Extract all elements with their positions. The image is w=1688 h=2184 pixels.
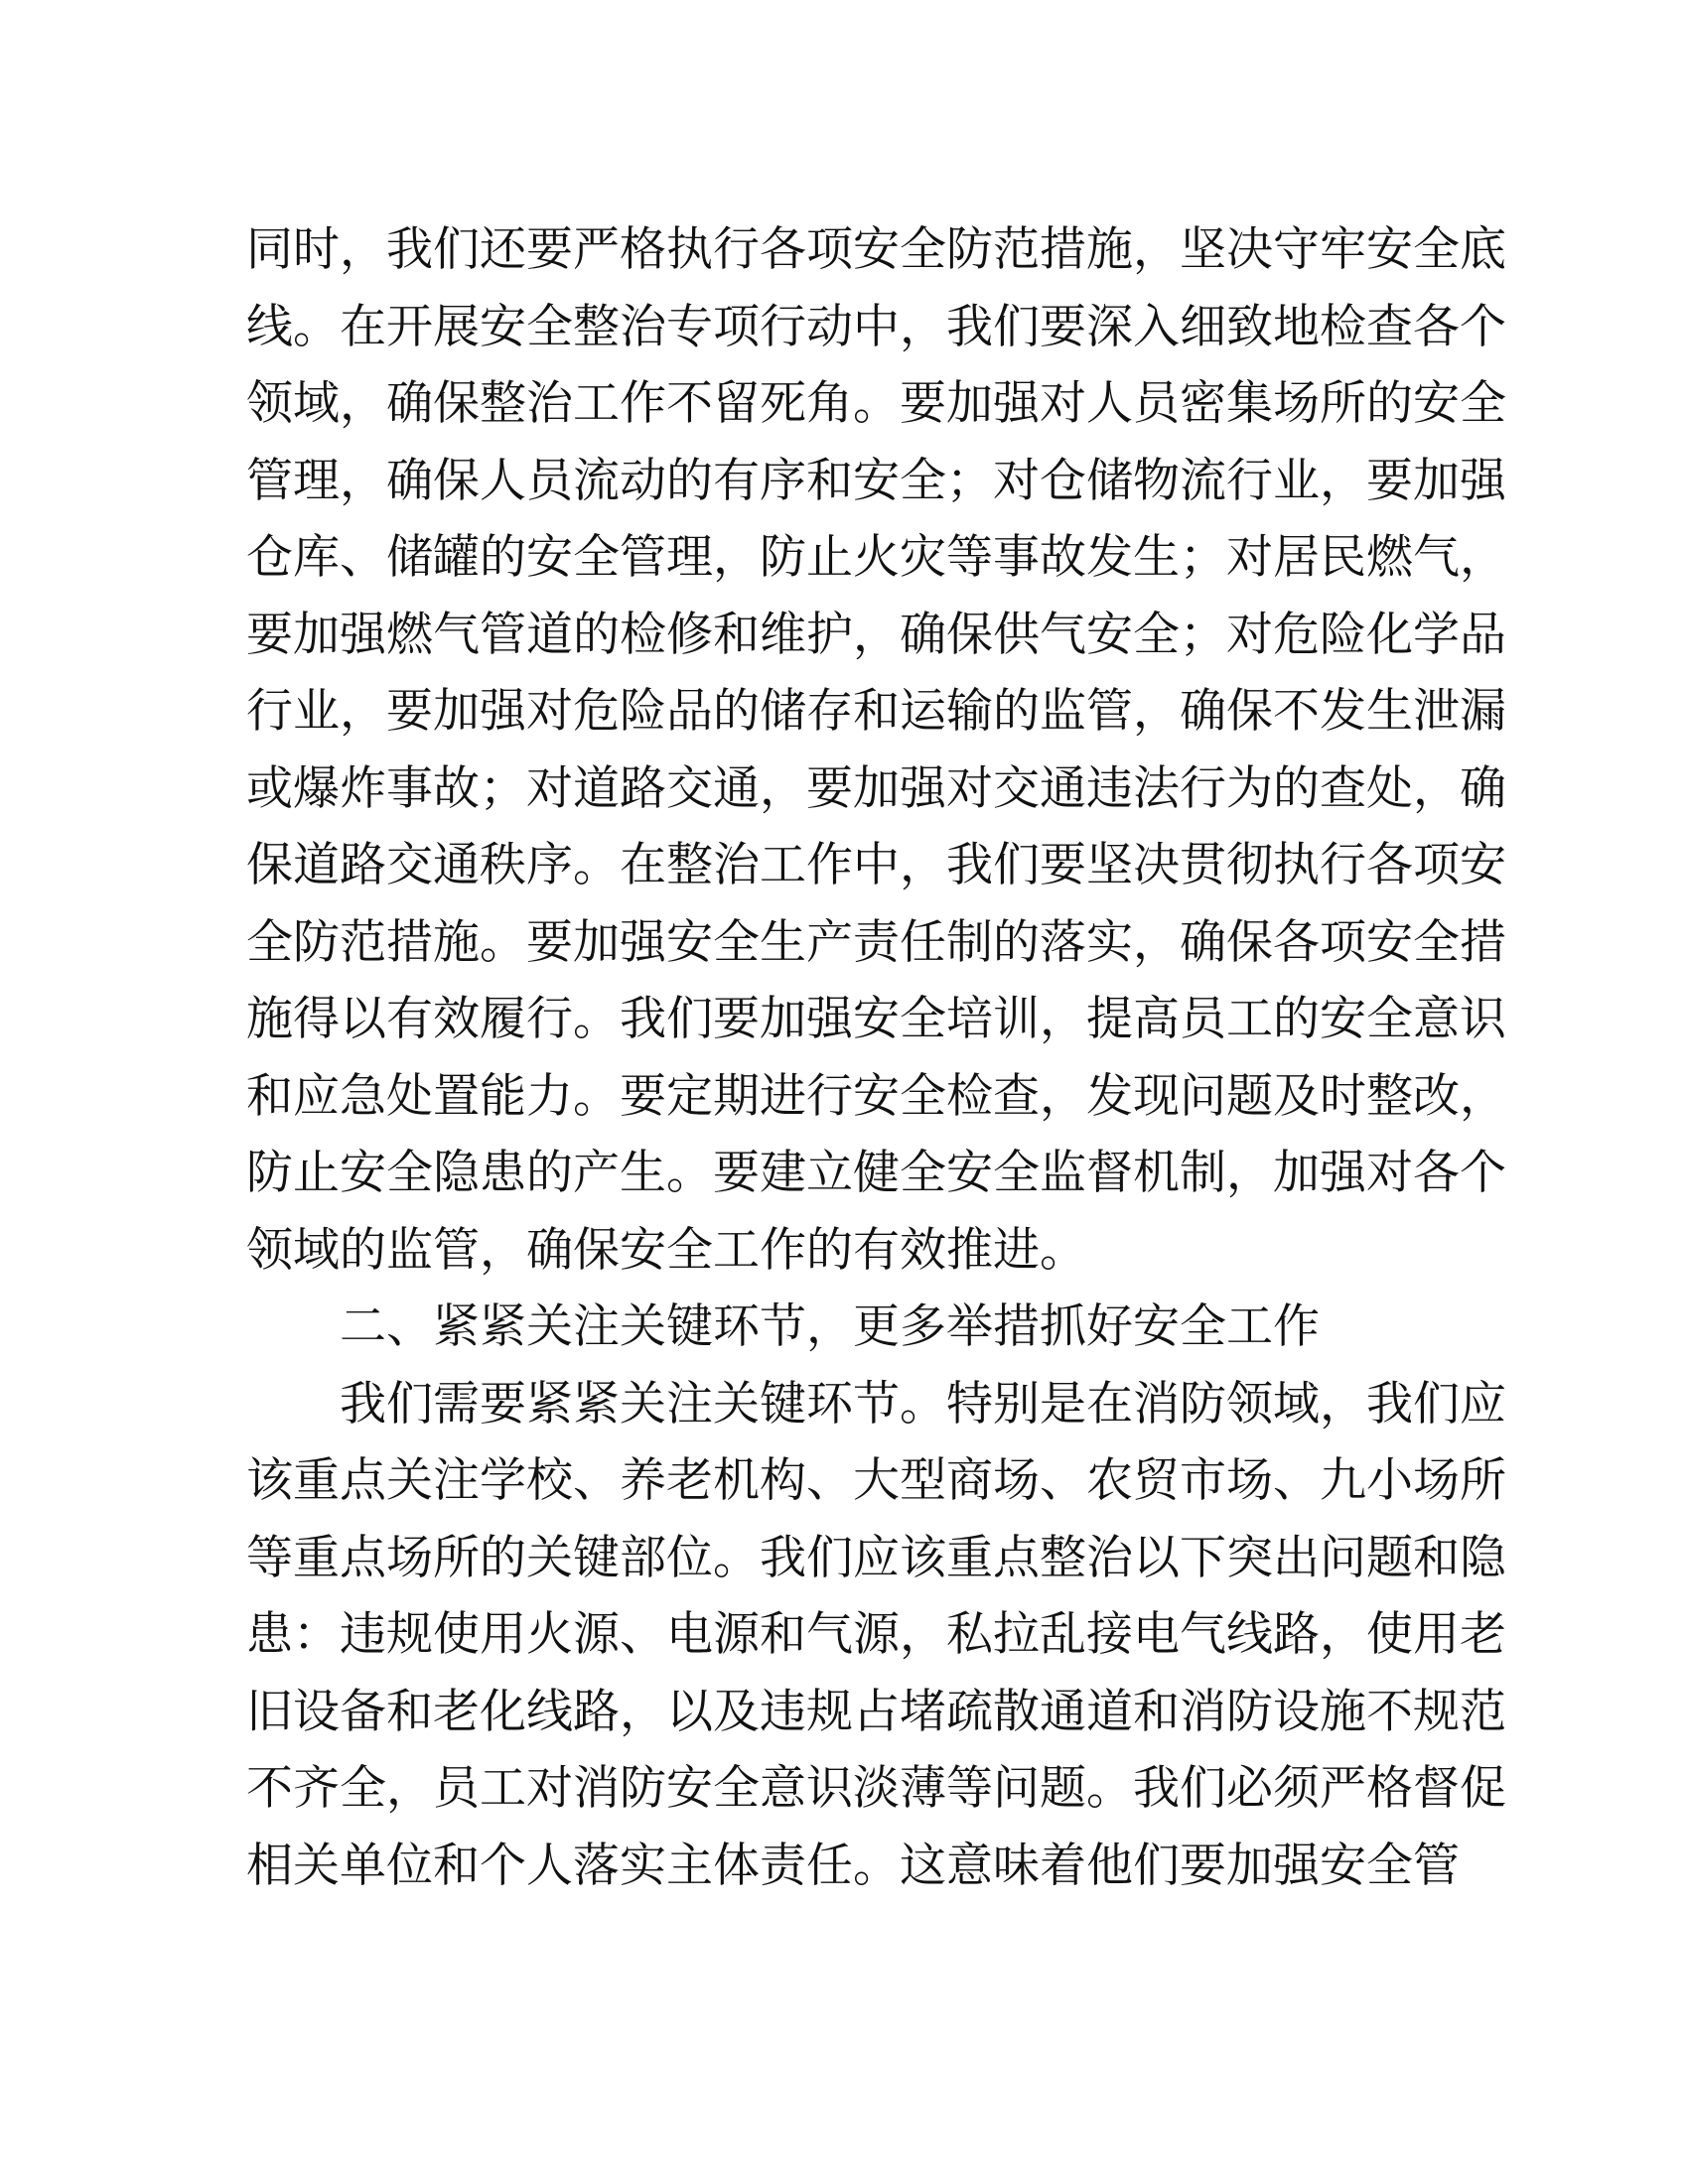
text-line: 患：违规使用火源、电源和气源，私拉乱接电气线路，使用老 <box>246 1607 1506 1662</box>
paragraph-2 <box>246 1366 1506 1905</box>
text-line: 要加强燃气管道的检修和维护，确保供气安全；对危险化学品 <box>246 607 1506 662</box>
text-line: 领域，确保整治工作不留死角。要加强对人员密集场所的安全 <box>246 376 1506 431</box>
text-line: 不齐全，员工对消防安全意识淡薄等问题。我们必须严格督促 <box>246 1761 1506 1816</box>
text-line: 我们需要紧紧关注关键环节。特别是在消防领域，我们应 <box>340 1376 1506 1432</box>
text-line: 同时，我们还要严格执行各项安全防范措施，坚决守牢安全底 <box>246 222 1506 277</box>
document-body <box>246 211 1506 1904</box>
text-line: 管理，确保人员流动的有序和安全；对仓储物流行业，要加强 <box>246 453 1506 508</box>
text-line: 和应急处置能力。要定期进行安全检查，发现问题及时整改， <box>246 1068 1506 1124</box>
text-line: 旧设备和老化线路，以及违规占堵疏散通道和消防设施不规范 <box>246 1684 1506 1739</box>
text-line: 线。在开展安全整治专项行动中，我们要深入细致地检查各个 <box>246 299 1506 354</box>
text-line: 相关单位和个人落实主体责任。这意味着他们要加强安全管 <box>246 1838 1460 1893</box>
text-line: 或爆炸事故；对道路交通，要加强对交通违法行为的查处，确 <box>246 760 1506 816</box>
text-line: 等重点场所的关键部位。我们应该重点整治以下突出问题和隐 <box>246 1530 1506 1585</box>
text-line: 该重点关注学校、养老机构、大型商场、农贸市场、九小场所 <box>246 1453 1506 1508</box>
paragraph-1 <box>246 211 1506 1289</box>
text-line: 施得以有效履行。我们要加强安全培训，提高员工的安全意识 <box>246 992 1506 1046</box>
text-line: 防止安全隐患的产生。要建立健全安全监督机制，加强对各个 <box>246 1146 1506 1200</box>
text-line: 仓库、储罐的安全管理，防止火灾等事故发生；对居民燃气， <box>246 530 1506 585</box>
text-line: 保道路交通秩序。在整治工作中，我们要坚决贯彻执行各项安 <box>246 838 1506 892</box>
text-line: 领域的监管，确保安全工作的有效推进。 <box>246 1222 1086 1278</box>
text-line: 行业，要加强对危险品的储存和运输的监管，确保不发生泄漏 <box>246 684 1506 739</box>
text-line: 全防范措施。要加强安全生产责任制的落实，确保各项安全措 <box>246 914 1506 970</box>
heading-line: 二、紧紧关注关键环节，更多举措抓好安全工作 <box>340 1299 1320 1354</box>
section-heading <box>246 1289 1442 1366</box>
